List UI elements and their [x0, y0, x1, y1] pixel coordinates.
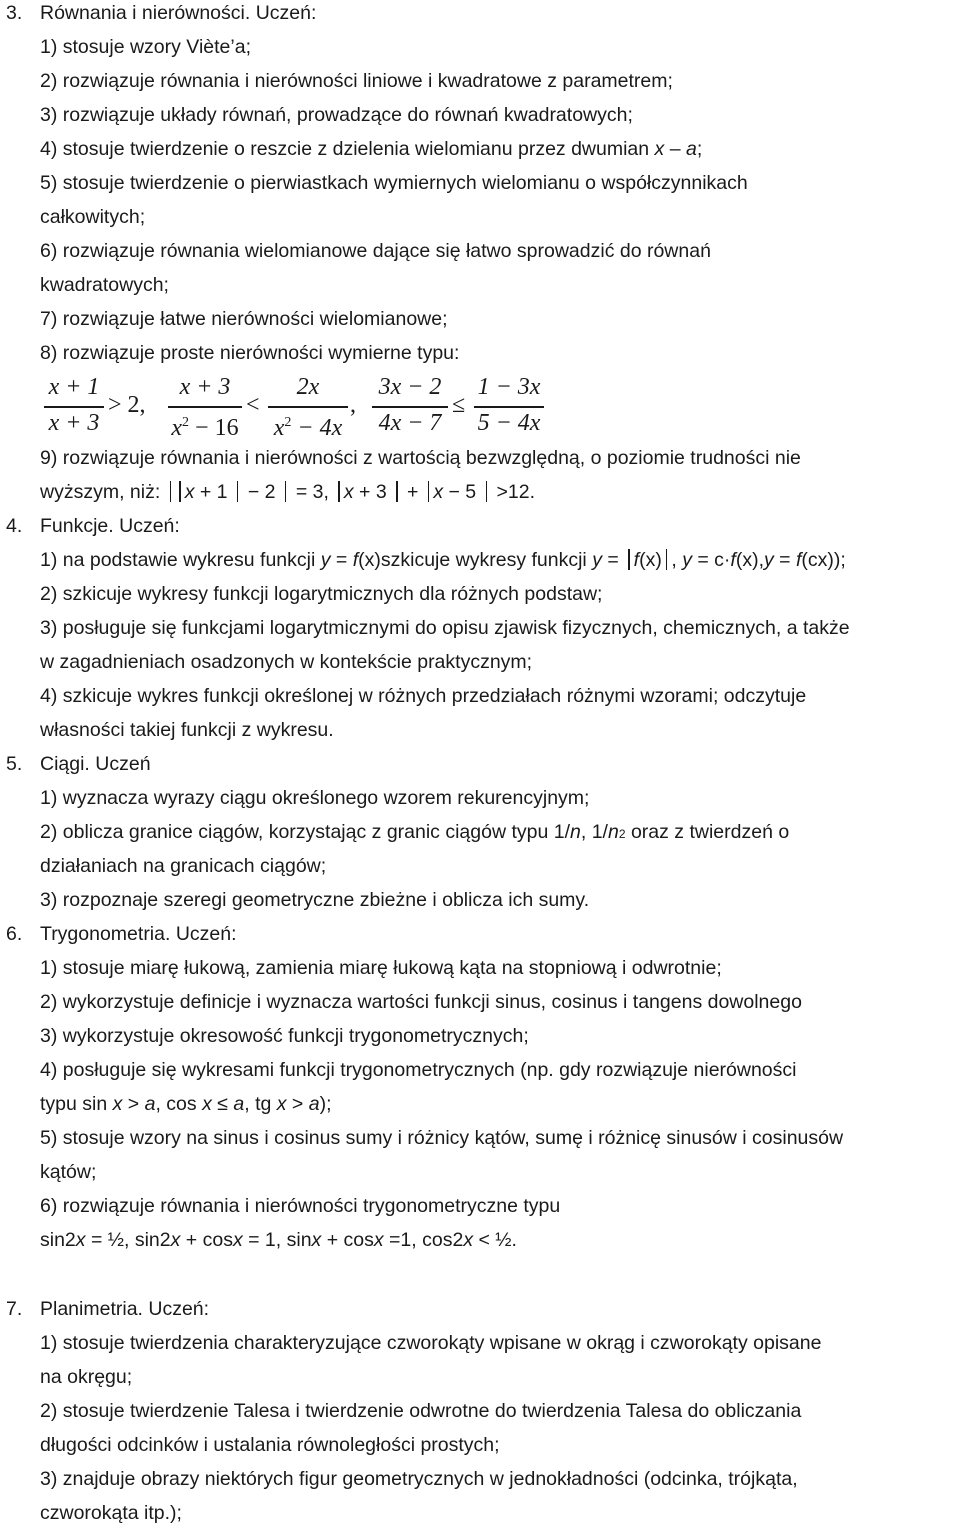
denominator: 5 − 4x [477, 410, 541, 436]
list-item-continued: długości odcinków i ustalania równoległości prostych; [40, 1434, 500, 1456]
section-title: Funkcje. Uczeń: [40, 515, 180, 537]
list-item: 1) stosuje miarę łukową, zamienia miarę łukową kąta na stopniową i odwrotnie; [40, 957, 722, 979]
fraction [44, 370, 104, 442]
expr: =1, cos2 [383, 1229, 464, 1251]
list-item: 2) szkicuje wykresy funkcji logarytmicznych dla różnych podstaw; [40, 583, 603, 605]
var-y: y [320, 549, 331, 571]
expr: ≤ [211, 1093, 234, 1115]
abs-bar [170, 481, 172, 502]
abs-bar [428, 481, 430, 502]
var-n: n [570, 821, 581, 843]
list-item: 5) stosuje wzory na sinus i cosinus sumy i różnicy kątów, sumę i różnicę sinusów i cosinusów [40, 1127, 844, 1149]
var-x: x [433, 481, 444, 503]
var-x: x [463, 1229, 474, 1251]
denominator-rest: − 16 [189, 415, 239, 441]
list-item: 2) wykorzystuje definicje i wyznacza wartości funkcji sinus, cosinus i tangens dowolnego [40, 991, 802, 1013]
var-f: f [352, 549, 359, 571]
var-x: x [276, 1093, 287, 1115]
list-item: 7) rozwiązuje łatwe nierówności wielomianowe; [40, 308, 448, 330]
expr: = 3, [290, 481, 335, 503]
expr: , cos [155, 1093, 203, 1115]
fraction [168, 370, 242, 442]
section-number: 5. [6, 753, 23, 775]
list-item: 2) stosuje twierdzenie Talesa i twierdzenie odwrotne do twierdzenia Talesa do obliczania [40, 1400, 802, 1422]
fraction [372, 370, 448, 442]
exponent: 2 [284, 415, 292, 430]
var-x: x [311, 1229, 322, 1251]
var-a: a [685, 138, 697, 160]
list-item-continued: kwadratowych; [40, 274, 169, 296]
abs-bar [285, 481, 287, 502]
list-item: 1) wyznacza wyrazy ciągu określonego wzorem rekurencyjnym; [40, 787, 590, 809]
punct: ; [696, 138, 703, 160]
abs-bar [396, 481, 398, 502]
var-n: n [607, 821, 619, 843]
list-item [40, 547, 952, 573]
expr: = ½, sin2 [85, 1229, 171, 1251]
list-item-continued: kątów; [40, 1161, 97, 1183]
list-item: 6) rozwiązuje równania i nierówności trygonometryczne typu [40, 1195, 561, 1217]
item-text: 2) oblicza granice ciągów, korzystając z granic ciągów typu 1/ [40, 821, 571, 843]
numerator: x + 1 [48, 374, 100, 400]
comma: , [350, 392, 356, 418]
list-item: 8) rozwiązuje proste nierówności wymierne typu: [40, 342, 460, 364]
list-item: 2) rozwiązuje równania i nierówności liniowe i kwadratowe z parametrem; [40, 70, 673, 92]
abs-bar [179, 481, 181, 502]
var-x: x [202, 1093, 212, 1115]
expr: = 1, sin [242, 1229, 312, 1251]
list-item-continued [40, 1091, 952, 1117]
list-item-continued: na okręgu; [40, 1366, 133, 1388]
var-a: a [233, 1093, 245, 1115]
expr: + 1 [194, 481, 233, 503]
expr: = c· [691, 549, 731, 571]
list-item: 3) rozpoznaje szeregi geometryczne zbieżne i oblicza ich sumy. [40, 889, 590, 911]
fraction [474, 370, 544, 442]
var-x: x [273, 415, 285, 441]
abs-bar [628, 549, 630, 570]
list-item: 6) rozwiązuje równania wielomianowe dające się łatwo sprowadzić do równań [40, 240, 711, 262]
item-text: szkicuje wykresy funkcji [380, 549, 593, 571]
denominator-rest: − 4x [291, 415, 343, 441]
item-text: wyższym, niż: [40, 481, 166, 503]
expr: − 5 [443, 481, 482, 503]
list-item: 9) rozwiązuje równania i nierówności z wartością bezwzględną, o poziomie trudności nie [40, 447, 801, 469]
expr: < ½. [473, 1229, 517, 1251]
relation-symbol: > 2, [108, 392, 146, 418]
expr: + 3 [353, 481, 393, 503]
section-number: 6. [6, 923, 23, 945]
var-x: x [171, 415, 183, 441]
var-x: x [75, 1229, 86, 1251]
section-5-heading [6, 751, 952, 777]
numerator: 1 − 3x [477, 374, 541, 400]
expr: , [671, 549, 683, 571]
var-a: a [308, 1093, 320, 1115]
exponent: 2 [182, 415, 190, 430]
numerator: 3x − 2 [378, 374, 442, 400]
denominator: 4x − 7 [378, 410, 442, 436]
list-item-continued: czworokąta itp.); [40, 1502, 182, 1524]
var-x: x [373, 1229, 384, 1251]
var-f: f [730, 549, 736, 571]
expr: + [401, 481, 424, 503]
var-x: x [184, 481, 195, 503]
list-item: 1) stosuje wzory Viète’a; [40, 36, 251, 58]
var-x: x [232, 1229, 243, 1251]
list-item: 3) posługuje się funkcjami logarytmicznymi do opisu zjawisk fizycznych, chemicznych, a także [40, 617, 850, 639]
abs-bar [666, 549, 668, 570]
list-item: 4) posługuje się wykresami funkcji trygonometrycznych (np. gdy rozwiązuje nierówności [40, 1059, 797, 1081]
list-item: 1) stosuje twierdzenia charakteryzujące czworokąty wpisane w okrąg i czworokąty opisane [40, 1332, 822, 1354]
expr: = [330, 549, 353, 571]
expr: = [773, 549, 796, 571]
expr: (x) [358, 549, 381, 571]
section-7-heading [6, 1296, 952, 1322]
abs-bar [486, 481, 488, 502]
section-title: Planimetria. Uczeń: [40, 1298, 210, 1320]
list-item-continued: działaniach na granicach ciągów; [40, 855, 327, 877]
list-item-continued: w zagadnieniach osadzonych w kontekście praktycznym; [40, 651, 533, 673]
expr: + cos [180, 1229, 233, 1251]
section-title: Ciągi. Uczeń [40, 753, 151, 775]
expr: , [758, 549, 764, 571]
list-item-continued [40, 479, 952, 505]
section-6-heading [6, 921, 952, 947]
relation-symbol: < [246, 392, 260, 418]
denominator: x + 3 [48, 410, 100, 436]
expr: (x) [735, 549, 759, 571]
section-3-heading [6, 0, 952, 26]
item-text: 4) stosuje twierdzenie o reszcie z dzielenia wielomianu przez dwumian [40, 138, 655, 160]
section-number: 3. [6, 2, 23, 24]
expr: > [122, 1093, 145, 1115]
list-item: 3) znajduje obrazy niektórych figur geometrycznych w jednokładności (odcinka, trójkąta, [40, 1468, 798, 1490]
section-title: Trygonometria. Uczeń: [40, 923, 237, 945]
list-item: 5) stosuje twierdzenie o pierwiastkach wymiernych wielomianu o współczynnikach [40, 172, 748, 194]
list-item: 3) rozwiązuje układy równań, prowadzące do równań kwadratowych; [40, 104, 633, 126]
expr: + cos [321, 1229, 374, 1251]
denominator [268, 408, 348, 441]
section-title: Równania i nierówności. Uczeń: [40, 2, 317, 24]
expr: >12. [491, 481, 535, 503]
list-item [40, 136, 952, 162]
punct: ); [833, 549, 846, 571]
list-item-continued [40, 1227, 952, 1253]
relation-symbol: ≤ [452, 392, 466, 418]
abs-bar [338, 481, 340, 502]
fraction [268, 370, 348, 442]
punct: ); [319, 1093, 332, 1115]
abs-bar [237, 481, 239, 502]
section-number: 7. [6, 1298, 23, 1320]
item-text: oraz z twierdzeń o [625, 821, 790, 843]
var-a: a [144, 1093, 156, 1115]
section-4-heading [6, 513, 952, 539]
minus-sign: – [664, 138, 686, 160]
var-f: f [633, 549, 640, 571]
var-y: y [592, 549, 602, 571]
list-item-continued: własności takiej funkcji z wykresu. [40, 719, 334, 741]
var-y: y [764, 549, 774, 571]
list-item: 3) wykorzystuje okresowość funkcji trygonometrycznych; [40, 1025, 529, 1047]
expr: , 1/ [580, 821, 608, 843]
var-f: f [795, 549, 802, 571]
var-x: x [170, 1229, 181, 1251]
expr: sin2 [40, 1229, 76, 1251]
expr: , tg [244, 1093, 277, 1115]
var-y: y [682, 549, 692, 571]
rational-inequalities-formula [44, 370, 604, 442]
var-x: x [654, 138, 665, 160]
numerator: 2x [296, 374, 320, 400]
expr: = [601, 549, 625, 571]
item-text: typu sin [40, 1093, 113, 1115]
expr: (x) [639, 549, 662, 571]
denominator [168, 408, 242, 441]
expr: − 2 [242, 481, 281, 503]
item-text: 1) na podstawie wykresu funkcji [40, 549, 321, 571]
list-item [40, 819, 952, 845]
expr: (cx) [801, 549, 834, 571]
var-x: x [343, 481, 354, 503]
section-number: 4. [6, 515, 23, 537]
exponent: 2 [618, 827, 626, 841]
numerator: x + 3 [179, 374, 231, 400]
list-item: 4) szkicuje wykres funkcji określonej w różnych przedziałach różnymi wzorami; odczytuje [40, 685, 807, 707]
list-item-continued: całkowitych; [40, 206, 146, 228]
var-x: x [112, 1093, 123, 1115]
expr: > [286, 1093, 309, 1115]
